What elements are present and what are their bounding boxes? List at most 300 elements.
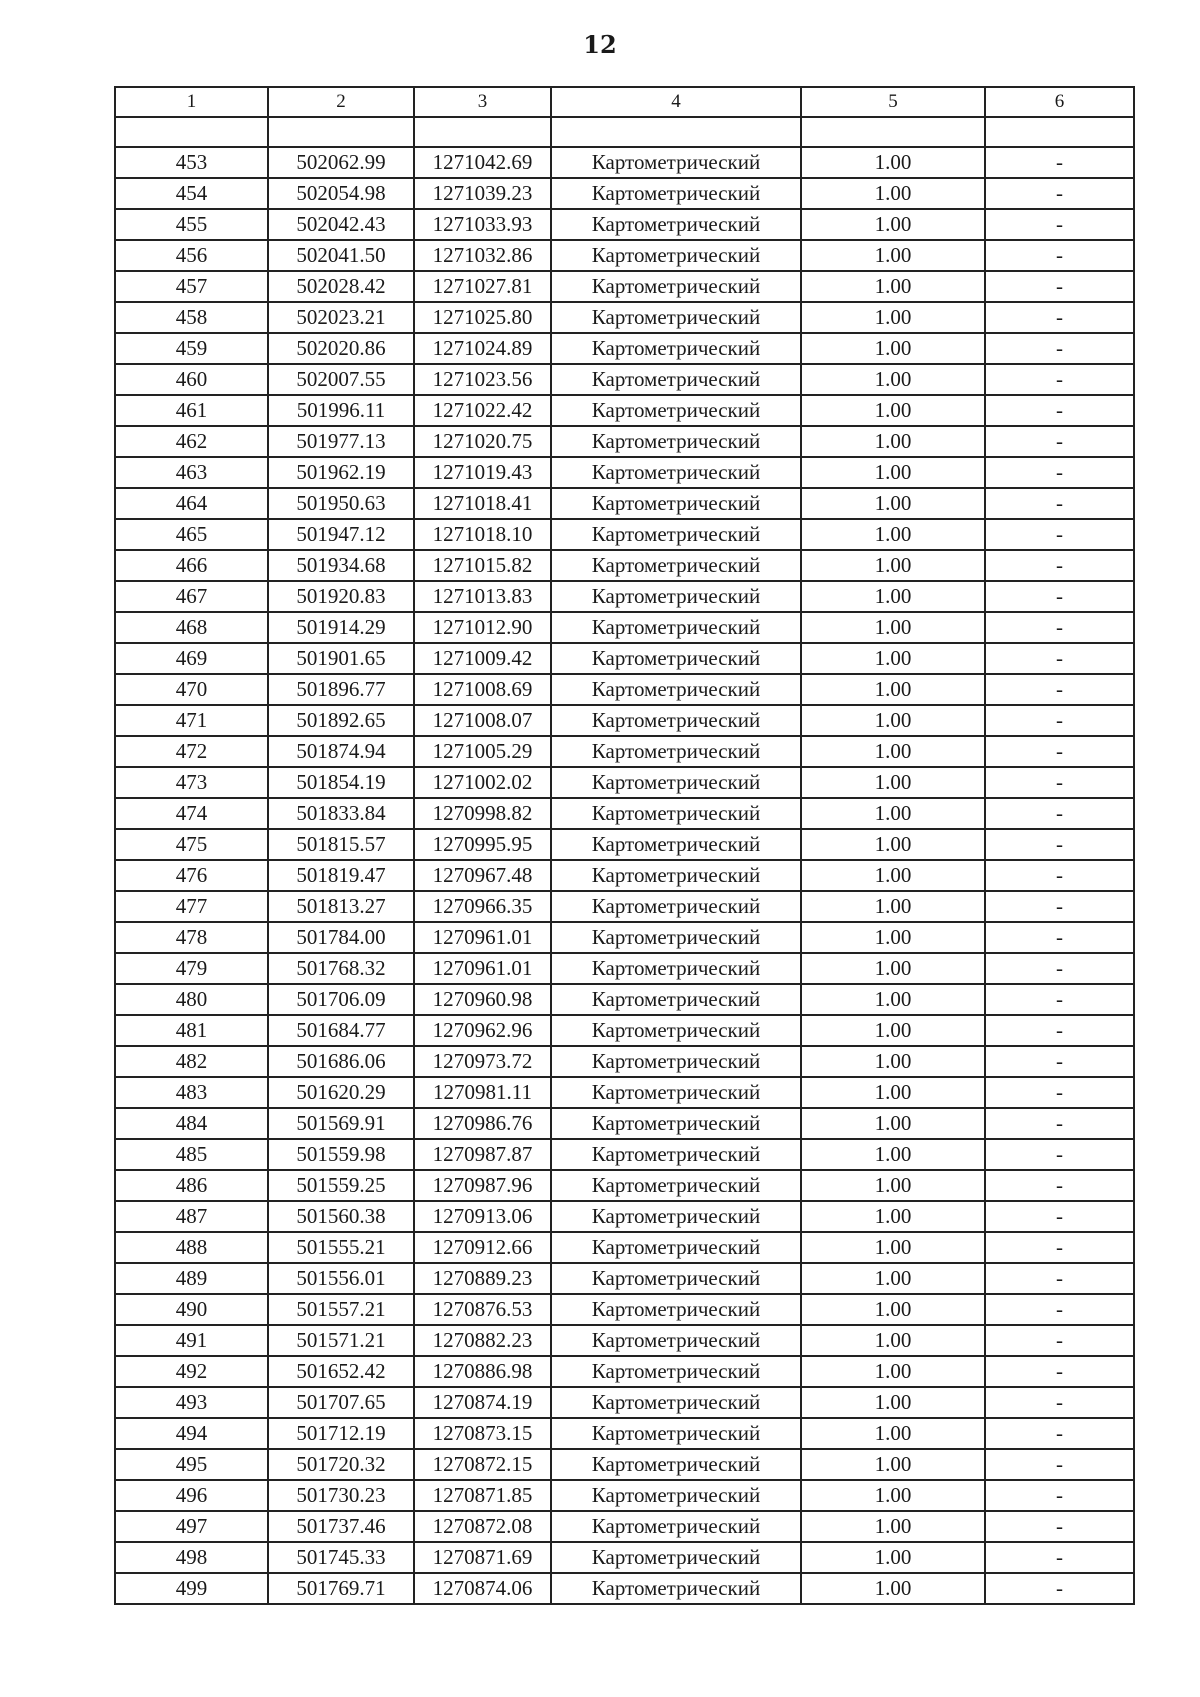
accuracy-cell: 1.00 [801,1573,985,1604]
note-cell: - [985,333,1134,364]
note-cell: - [985,860,1134,891]
x-coordinate-cell: 501559.98 [268,1139,414,1170]
table-row [115,395,1134,426]
note-cell: - [985,1046,1134,1077]
y-coordinate-cell: 1270998.82 [414,798,551,829]
y-coordinate-cell: 1270960.98 [414,984,551,1015]
y-coordinate-cell: 1270889.23 [414,1263,551,1294]
accuracy-cell: 1.00 [801,860,985,891]
point-number-cell: 469 [115,643,268,674]
table-row [115,178,1134,209]
table-row [115,209,1134,240]
point-number-cell: 464 [115,488,268,519]
accuracy-cell: 1.00 [801,1449,985,1480]
accuracy-cell: 1.00 [801,1201,985,1232]
accuracy-cell: 1.00 [801,519,985,550]
accuracy-cell: 1.00 [801,1232,985,1263]
x-coordinate-cell: 501686.06 [268,1046,414,1077]
table-cell [551,117,801,147]
y-coordinate-cell: 1271032.86 [414,240,551,271]
table-row [115,302,1134,333]
table-row [115,860,1134,891]
point-number-cell: 477 [115,891,268,922]
note-cell: - [985,519,1134,550]
point-number-cell: 479 [115,953,268,984]
method-cell: Картометрический [551,1263,801,1294]
x-coordinate-cell: 501934.68 [268,550,414,581]
x-coordinate-cell: 501854.19 [268,767,414,798]
note-cell: - [985,550,1134,581]
method-cell: Картометрический [551,488,801,519]
point-number-cell: 461 [115,395,268,426]
x-coordinate-cell: 501559.25 [268,1170,414,1201]
method-cell: Картометрический [551,829,801,860]
y-coordinate-cell: 1270872.08 [414,1511,551,1542]
table-row [115,581,1134,612]
method-cell: Картометрический [551,705,801,736]
method-cell: Картометрический [551,953,801,984]
table-row [115,984,1134,1015]
note-cell: - [985,364,1134,395]
note-cell: - [985,1449,1134,1480]
table-row [115,1542,1134,1573]
x-coordinate-cell: 501901.65 [268,643,414,674]
point-number-cell: 486 [115,1170,268,1201]
x-coordinate-cell: 501996.11 [268,395,414,426]
accuracy-cell: 1.00 [801,457,985,488]
method-cell: Картометрический [551,612,801,643]
note-cell: - [985,1139,1134,1170]
method-cell: Картометрический [551,1418,801,1449]
blank-row [115,117,1134,147]
point-number-cell: 482 [115,1046,268,1077]
table-row [115,1108,1134,1139]
x-coordinate-cell: 501730.23 [268,1480,414,1511]
accuracy-cell: 1.00 [801,1418,985,1449]
accuracy-cell: 1.00 [801,1294,985,1325]
method-cell: Картометрический [551,550,801,581]
y-coordinate-cell: 1271020.75 [414,426,551,457]
accuracy-cell: 1.00 [801,178,985,209]
point-number-cell: 457 [115,271,268,302]
method-cell: Картометрический [551,1511,801,1542]
method-cell: Картометрический [551,581,801,612]
table-cell [115,117,268,147]
y-coordinate-cell: 1270873.15 [414,1418,551,1449]
x-coordinate-cell: 501768.32 [268,953,414,984]
accuracy-cell: 1.00 [801,643,985,674]
method-cell: Картометрический [551,240,801,271]
note-cell: - [985,612,1134,643]
point-number-cell: 498 [115,1542,268,1573]
note-cell: - [985,643,1134,674]
x-coordinate-cell: 501620.29 [268,1077,414,1108]
y-coordinate-cell: 1271009.42 [414,643,551,674]
table-row [115,1356,1134,1387]
method-cell: Картометрический [551,891,801,922]
x-coordinate-cell: 501569.91 [268,1108,414,1139]
table-row [115,705,1134,736]
point-number-cell: 478 [115,922,268,953]
point-number-cell: 459 [115,333,268,364]
method-cell: Картометрический [551,1294,801,1325]
x-coordinate-cell: 501962.19 [268,457,414,488]
accuracy-cell: 1.00 [801,1108,985,1139]
table-row [115,271,1134,302]
point-number-cell: 472 [115,736,268,767]
accuracy-cell: 1.00 [801,984,985,1015]
method-cell: Картометрический [551,798,801,829]
point-number-cell: 463 [115,457,268,488]
note-cell: - [985,240,1134,271]
y-coordinate-cell: 1271024.89 [414,333,551,364]
point-number-cell: 475 [115,829,268,860]
table-row [115,1480,1134,1511]
note-cell: - [985,426,1134,457]
y-coordinate-cell: 1270912.66 [414,1232,551,1263]
table-cell [985,117,1134,147]
table-row [115,1387,1134,1418]
point-number-cell: 460 [115,364,268,395]
x-coordinate-cell: 501819.47 [268,860,414,891]
method-cell: Картометрический [551,643,801,674]
point-number-cell: 488 [115,1232,268,1263]
method-cell: Картометрический [551,1015,801,1046]
column-header-4: 4 [551,87,801,117]
note-cell: - [985,147,1134,178]
point-number-cell: 490 [115,1294,268,1325]
method-cell: Картометрический [551,1573,801,1604]
point-number-cell: 481 [115,1015,268,1046]
accuracy-cell: 1.00 [801,829,985,860]
x-coordinate-cell: 501652.42 [268,1356,414,1387]
x-coordinate-cell: 501950.63 [268,488,414,519]
accuracy-cell: 1.00 [801,705,985,736]
method-cell: Картометрический [551,1046,801,1077]
x-coordinate-cell: 502041.50 [268,240,414,271]
table-row [115,240,1134,271]
y-coordinate-cell: 1270967.48 [414,860,551,891]
y-coordinate-cell: 1270886.98 [414,1356,551,1387]
accuracy-cell: 1.00 [801,1015,985,1046]
x-coordinate-cell: 501784.00 [268,922,414,953]
table-row [115,1263,1134,1294]
y-coordinate-cell: 1270961.01 [414,953,551,984]
accuracy-cell: 1.00 [801,1356,985,1387]
x-coordinate-cell: 501707.65 [268,1387,414,1418]
accuracy-cell: 1.00 [801,612,985,643]
method-cell: Картометрический [551,147,801,178]
note-cell: - [985,891,1134,922]
y-coordinate-cell: 1270973.72 [414,1046,551,1077]
note-cell: - [985,178,1134,209]
table-row [115,643,1134,674]
method-cell: Картометрический [551,457,801,488]
point-number-cell: 473 [115,767,268,798]
y-coordinate-cell: 1270871.69 [414,1542,551,1573]
note-cell: - [985,1573,1134,1604]
table-row [115,364,1134,395]
point-number-cell: 456 [115,240,268,271]
point-number-cell: 483 [115,1077,268,1108]
table-row [115,1418,1134,1449]
point-number-cell: 455 [115,209,268,240]
method-cell: Картометрический [551,922,801,953]
accuracy-cell: 1.00 [801,736,985,767]
y-coordinate-cell: 1271019.43 [414,457,551,488]
note-cell: - [985,829,1134,860]
note-cell: - [985,1387,1134,1418]
note-cell: - [985,922,1134,953]
table-row [115,922,1134,953]
y-coordinate-cell: 1270962.96 [414,1015,551,1046]
accuracy-cell: 1.00 [801,271,985,302]
y-coordinate-cell: 1271013.83 [414,581,551,612]
method-cell: Картометрический [551,209,801,240]
table-cell [414,117,551,147]
y-coordinate-cell: 1271018.41 [414,488,551,519]
accuracy-cell: 1.00 [801,364,985,395]
x-coordinate-cell: 501874.94 [268,736,414,767]
note-cell: - [985,1077,1134,1108]
note-cell: - [985,1356,1134,1387]
x-coordinate-cell: 502042.43 [268,209,414,240]
accuracy-cell: 1.00 [801,767,985,798]
x-coordinate-cell: 501745.33 [268,1542,414,1573]
table-row [115,457,1134,488]
y-coordinate-cell: 1271042.69 [414,147,551,178]
table-row [115,488,1134,519]
y-coordinate-cell: 1271023.56 [414,364,551,395]
y-coordinate-cell: 1271025.80 [414,302,551,333]
y-coordinate-cell: 1270987.96 [414,1170,551,1201]
point-number-cell: 462 [115,426,268,457]
accuracy-cell: 1.00 [801,1139,985,1170]
note-cell: - [985,1170,1134,1201]
note-cell: - [985,1201,1134,1232]
table-row [115,426,1134,457]
table-row [115,1294,1134,1325]
note-cell: - [985,271,1134,302]
y-coordinate-cell: 1271008.69 [414,674,551,705]
x-coordinate-cell: 501815.57 [268,829,414,860]
point-number-cell: 495 [115,1449,268,1480]
point-number-cell: 454 [115,178,268,209]
table-row [115,891,1134,922]
y-coordinate-cell: 1270913.06 [414,1201,551,1232]
note-cell: - [985,1263,1134,1294]
note-cell: - [985,674,1134,705]
accuracy-cell: 1.00 [801,891,985,922]
table-row [115,1170,1134,1201]
x-coordinate-cell: 501947.12 [268,519,414,550]
table-row [115,1449,1134,1480]
point-number-cell: 466 [115,550,268,581]
point-number-cell: 476 [115,860,268,891]
method-cell: Картометрический [551,1170,801,1201]
table-row [115,612,1134,643]
column-header-6: 6 [985,87,1134,117]
x-coordinate-cell: 501896.77 [268,674,414,705]
note-cell: - [985,581,1134,612]
point-number-cell: 489 [115,1263,268,1294]
method-cell: Картометрический [551,178,801,209]
accuracy-cell: 1.00 [801,240,985,271]
accuracy-cell: 1.00 [801,302,985,333]
note-cell: - [985,1294,1134,1325]
x-coordinate-cell: 501920.83 [268,581,414,612]
y-coordinate-cell: 1270981.11 [414,1077,551,1108]
method-cell: Картометрический [551,302,801,333]
accuracy-cell: 1.00 [801,209,985,240]
accuracy-cell: 1.00 [801,1263,985,1294]
method-cell: Картометрический [551,1077,801,1108]
accuracy-cell: 1.00 [801,674,985,705]
table-row [115,1139,1134,1170]
method-cell: Картометрический [551,519,801,550]
note-cell: - [985,1542,1134,1573]
note-cell: - [985,798,1134,829]
column-header-1: 1 [115,87,268,117]
table-row [115,1511,1134,1542]
x-coordinate-cell: 501712.19 [268,1418,414,1449]
method-cell: Картометрический [551,1201,801,1232]
y-coordinate-cell: 1270874.06 [414,1573,551,1604]
table-row [115,519,1134,550]
method-cell: Картометрический [551,271,801,302]
y-coordinate-cell: 1271012.90 [414,612,551,643]
point-number-cell: 484 [115,1108,268,1139]
x-coordinate-cell: 501833.84 [268,798,414,829]
point-number-cell: 494 [115,1418,268,1449]
method-cell: Картометрический [551,984,801,1015]
point-number-cell: 480 [115,984,268,1015]
note-cell: - [985,736,1134,767]
note-cell: - [985,767,1134,798]
note-cell: - [985,302,1134,333]
method-cell: Картометрический [551,1356,801,1387]
point-number-cell: 491 [115,1325,268,1356]
x-coordinate-cell: 502054.98 [268,178,414,209]
accuracy-cell: 1.00 [801,1077,985,1108]
note-cell: - [985,1015,1134,1046]
point-number-cell: 499 [115,1573,268,1604]
table-row [115,1077,1134,1108]
note-cell: - [985,705,1134,736]
note-cell: - [985,1325,1134,1356]
coordinates-table [114,86,1135,1605]
method-cell: Картометрический [551,767,801,798]
x-coordinate-cell: 501557.21 [268,1294,414,1325]
x-coordinate-cell: 502020.86 [268,333,414,364]
accuracy-cell: 1.00 [801,798,985,829]
point-number-cell: 471 [115,705,268,736]
table-cell [268,117,414,147]
table-row [115,767,1134,798]
note-cell: - [985,1480,1134,1511]
table-row [115,550,1134,581]
point-number-cell: 465 [115,519,268,550]
accuracy-cell: 1.00 [801,426,985,457]
y-coordinate-cell: 1271022.42 [414,395,551,426]
y-coordinate-cell: 1270882.23 [414,1325,551,1356]
note-cell: - [985,488,1134,519]
accuracy-cell: 1.00 [801,1170,985,1201]
x-coordinate-cell: 501706.09 [268,984,414,1015]
table-row [115,1046,1134,1077]
accuracy-cell: 1.00 [801,1542,985,1573]
method-cell: Картометрический [551,364,801,395]
note-cell: - [985,1108,1134,1139]
table-row [115,1573,1134,1604]
method-cell: Картометрический [551,1449,801,1480]
method-cell: Картометрический [551,426,801,457]
table-row [115,798,1134,829]
x-coordinate-cell: 501914.29 [268,612,414,643]
accuracy-cell: 1.00 [801,488,985,519]
table-row [115,829,1134,860]
method-cell: Картометрический [551,736,801,767]
y-coordinate-cell: 1270874.19 [414,1387,551,1418]
point-number-cell: 470 [115,674,268,705]
column-header-5: 5 [801,87,985,117]
header-row [115,87,1134,117]
accuracy-cell: 1.00 [801,922,985,953]
method-cell: Картометрический [551,1387,801,1418]
method-cell: Картометрический [551,395,801,426]
point-number-cell: 453 [115,147,268,178]
y-coordinate-cell: 1271027.81 [414,271,551,302]
y-coordinate-cell: 1270986.76 [414,1108,551,1139]
y-coordinate-cell: 1271015.82 [414,550,551,581]
method-cell: Картометрический [551,1480,801,1511]
point-number-cell: 474 [115,798,268,829]
x-coordinate-cell: 501556.01 [268,1263,414,1294]
note-cell: - [985,209,1134,240]
table-row [115,1232,1134,1263]
y-coordinate-cell: 1271018.10 [414,519,551,550]
point-number-cell: 497 [115,1511,268,1542]
accuracy-cell: 1.00 [801,1511,985,1542]
point-number-cell: 458 [115,302,268,333]
accuracy-cell: 1.00 [801,333,985,364]
accuracy-cell: 1.00 [801,1480,985,1511]
y-coordinate-cell: 1271033.93 [414,209,551,240]
note-cell: - [985,1418,1134,1449]
note-cell: - [985,1511,1134,1542]
note-cell: - [985,457,1134,488]
x-coordinate-cell: 501892.65 [268,705,414,736]
x-coordinate-cell: 502062.99 [268,147,414,178]
y-coordinate-cell: 1270871.85 [414,1480,551,1511]
table-row [115,1015,1134,1046]
y-coordinate-cell: 1271005.29 [414,736,551,767]
note-cell: - [985,984,1134,1015]
table-row [115,1325,1134,1356]
x-coordinate-cell: 501720.32 [268,1449,414,1480]
x-coordinate-cell: 502007.55 [268,364,414,395]
y-coordinate-cell: 1270966.35 [414,891,551,922]
table-row [115,333,1134,364]
point-number-cell: 487 [115,1201,268,1232]
y-coordinate-cell: 1271008.07 [414,705,551,736]
accuracy-cell: 1.00 [801,1046,985,1077]
x-coordinate-cell: 501813.27 [268,891,414,922]
x-coordinate-cell: 502023.21 [268,302,414,333]
note-cell: - [985,953,1134,984]
point-number-cell: 467 [115,581,268,612]
table-body [115,117,1134,1604]
